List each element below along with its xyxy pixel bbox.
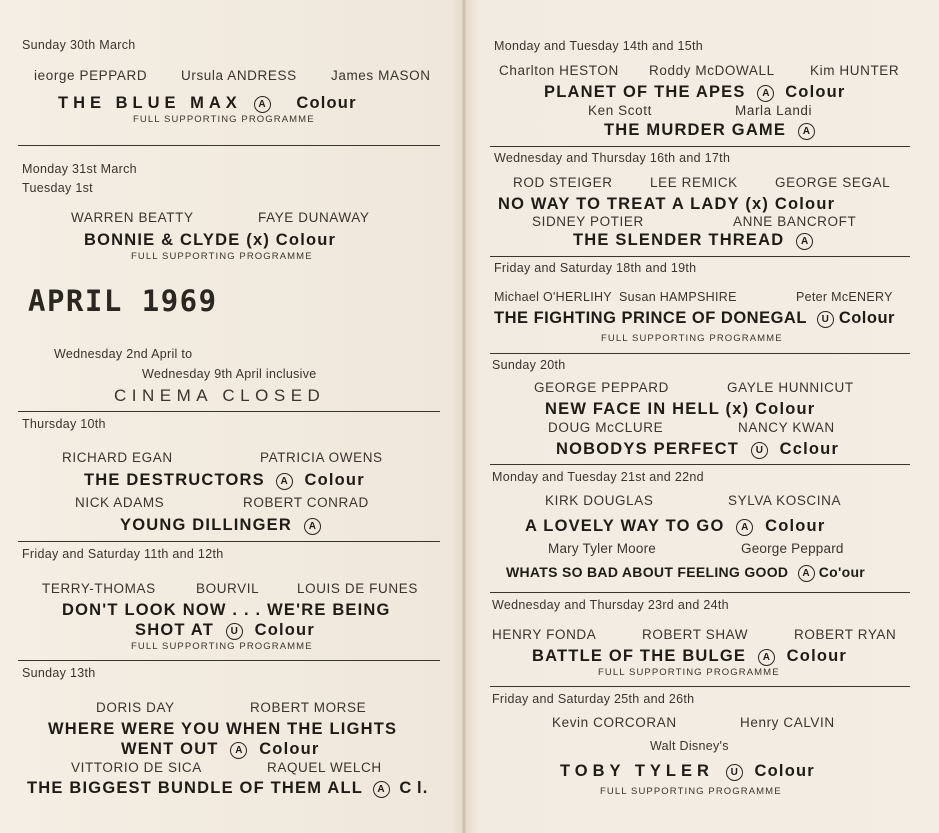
film-title: BONNIE & CLYDE (x) Colour (84, 231, 337, 249)
cast-name: Peter McENERY (796, 290, 893, 304)
cast-name: KIRK DOUGLAS (545, 493, 654, 508)
film-title-text: THE BIGGEST BUNDLE OF THEM ALL (27, 779, 363, 797)
film-title-text: THE DESTRUCTORS (84, 471, 265, 489)
film-title (544, 84, 846, 102)
film-title (532, 648, 847, 666)
supporting-programme: FULL SUPPORTING PROGRAMME (131, 641, 313, 652)
supporting-programme: FULL SUPPORTING PROGRAMME (600, 786, 782, 797)
cast-name: Henry CALVIN (740, 715, 835, 730)
film-title-text: NOBODYS PERFECT (556, 440, 740, 458)
show-date: Wednesday and Thursday 23rd and 24th (492, 598, 729, 612)
show-date: Friday and Saturday 11th and 12th (22, 547, 224, 561)
cast-name: Kevin CORCORAN (552, 715, 677, 730)
cast-name: ANNE BANCROFT (733, 214, 857, 229)
supporting-programme: FULL SUPPORTING PROGRAMME (133, 114, 315, 125)
divider (18, 411, 440, 412)
colour-label: Colour (838, 309, 895, 327)
cast-name: Kim HUNTER (810, 63, 900, 78)
cast-name: DORIS DAY (96, 700, 175, 715)
cast-name: WARREN BEATTY (71, 210, 194, 225)
cast-name: ieorge PEPPARD (34, 68, 148, 83)
film-title-text: THE SLENDER THREAD (573, 231, 785, 249)
cast-name: NICK ADAMS (75, 495, 165, 510)
supporting-programme: FULL SUPPORTING PROGRAMME (131, 251, 313, 262)
colour-label: Colour (304, 471, 365, 489)
rating-badge: A (276, 473, 293, 490)
cast-name: Michael O'HERLIHY (494, 290, 612, 304)
show-date: Wednesday and Thursday 16th and 17th (494, 151, 731, 165)
cast-name: RICHARD EGAN (62, 450, 173, 465)
divider (490, 686, 910, 687)
divider (490, 464, 910, 465)
rating-badge: U (226, 623, 243, 640)
film-title-text: THE FIGHTING PRINCE OF DONEGAL (494, 309, 807, 327)
film-title-text: THE BLUE MAX (58, 94, 242, 112)
divider (490, 353, 910, 354)
film-title-text: THE MURDER GAME (604, 121, 787, 139)
film-title-text: WENT OUT (121, 740, 219, 758)
cast-name: BOURVIL (196, 581, 260, 596)
cast-name: James MASON (331, 68, 431, 83)
divider (490, 592, 910, 593)
left-page (0, 0, 460, 833)
rating-badge: A (230, 742, 247, 759)
cast-name: George Peppard (741, 541, 844, 556)
cast-name: ROBERT CONRAD (243, 495, 369, 510)
cast-name: Charlton HESTON (499, 63, 619, 78)
cast-name: SYLVA KOSCINA (728, 493, 842, 508)
colour-label: Colour (296, 94, 357, 112)
divider (18, 145, 440, 146)
film-title-text: SHOT AT (135, 621, 214, 639)
rating-badge: A (304, 518, 321, 535)
rating-badge: A (798, 123, 815, 140)
cast-name: LOUIS DE FUNES (297, 581, 418, 596)
film-title (506, 565, 865, 582)
rating-badge: A (796, 233, 813, 250)
cast-name: ROBERT SHAW (642, 627, 749, 642)
rating-badge: A (758, 649, 775, 666)
film-title-text: A LOVELY WAY TO GO (525, 517, 725, 535)
closure-line: Wednesday 9th April inclusive (142, 367, 317, 381)
film-title-text: WHATS SO BAD ABOUT FEELING GOOD (506, 564, 789, 580)
colour-label: Colour (765, 517, 826, 535)
cast-name: RAQUEL WELCH (267, 760, 382, 775)
month-heading: APRIL 1969 (28, 284, 218, 318)
cast-name: GEORGE PEPPARD (534, 380, 669, 395)
right-page (470, 0, 939, 833)
colour-label: Colour (786, 647, 848, 665)
colour-label: Colour (254, 621, 315, 639)
divider (490, 256, 910, 257)
cast-name: ROBERT MORSE (250, 700, 367, 715)
show-date: Sunday 20th (492, 358, 566, 372)
cast-name: Ken Scott (588, 103, 652, 118)
presenter-credit: Walt Disney's (650, 739, 729, 753)
cast-name: Mary Tyler Moore (548, 541, 656, 556)
film-title (560, 763, 815, 781)
film-title: NEW FACE IN HELL (x) Colour (545, 400, 816, 418)
film-title (27, 780, 429, 798)
film-title-text: TOBY TYLER (560, 762, 714, 780)
colour-label: Colour (785, 83, 846, 101)
rating-badge: U (726, 764, 743, 781)
colour-label: C l. (399, 779, 429, 797)
film-title-text: PLANET OF THE APES (544, 83, 746, 101)
rating-badge: A (254, 96, 271, 113)
closure-line: Wednesday 2nd April to (54, 347, 193, 361)
film-title (84, 472, 365, 490)
cast-name: ROD STEIGER (513, 175, 613, 190)
divider (490, 146, 910, 147)
cast-name: Ursula ANDRESS (181, 68, 297, 83)
film-title (604, 122, 815, 140)
rating-badge: U (817, 311, 834, 328)
film-title-text: BATTLE OF THE BULGE (532, 647, 747, 665)
film-title (573, 232, 813, 250)
page-fold (462, 0, 466, 833)
rating-badge: A (798, 565, 815, 582)
colour-label: Cclour (779, 440, 840, 458)
show-date: Monday and Tuesday 21st and 22nd (492, 470, 704, 484)
film-title (494, 310, 895, 328)
supporting-programme: FULL SUPPORTING PROGRAMME (598, 667, 780, 678)
rating-badge: A (757, 85, 774, 102)
divider (18, 541, 440, 542)
film-title: DON'T LOOK NOW . . . WE'RE BEING (62, 601, 391, 619)
film-title: WHERE WERE YOU WHEN THE LIGHTS (48, 720, 398, 738)
divider (18, 660, 440, 661)
film-title: NO WAY TO TREAT A LADY (x) Colour (498, 195, 836, 213)
cast-name: LEE REMICK (650, 175, 738, 190)
rating-badge: A (736, 519, 753, 536)
film-title-text: YOUNG DILLINGER (120, 516, 293, 534)
film-title (525, 518, 825, 536)
cast-name: VITTORIO DE SICA (71, 760, 202, 775)
cast-name: FAYE DUNAWAY (258, 210, 370, 225)
cast-name: SIDNEY POTIER (532, 214, 644, 229)
cast-name: TERRY-THOMAS (42, 581, 156, 596)
show-date: Monday and Tuesday 14th and 15th (494, 39, 704, 53)
show-date: Sunday 13th (22, 666, 96, 680)
cast-name: Susan HAMPSHIRE (619, 290, 737, 304)
film-title (121, 741, 320, 759)
cinema-closed-notice: CINEMA CLOSED (114, 386, 326, 405)
cast-name: PATRICIA OWENS (260, 450, 383, 465)
cast-name: NANCY KWAN (738, 420, 835, 435)
film-title (120, 517, 321, 535)
colour-label: Co'our (818, 564, 866, 580)
show-date: Thursday 10th (22, 417, 106, 431)
show-date: Monday 31st March (22, 162, 137, 176)
colour-label: Colour (754, 762, 815, 780)
rating-badge: U (751, 442, 768, 459)
colour-label: Colour (259, 740, 320, 758)
cast-name: Roddy McDOWALL (649, 63, 775, 78)
supporting-programme: FULL SUPPORTING PROGRAMME (601, 333, 783, 344)
show-date: Tuesday 1st (22, 181, 93, 195)
cast-name: DOUG McCLURE (548, 420, 664, 435)
rating-badge: A (373, 781, 390, 798)
film-title (135, 622, 315, 640)
show-date: Friday and Saturday 18th and 19th (494, 261, 697, 275)
show-date: Friday and Saturday 25th and 26th (492, 692, 695, 706)
cast-name: GAYLE HUNNICUT (727, 380, 854, 395)
cast-name: GEORGE SEGAL (775, 175, 891, 190)
film-title (556, 441, 839, 459)
cast-name: HENRY FONDA (492, 627, 597, 642)
cast-name: Marla Landi (735, 103, 813, 118)
show-date: Sunday 30th March (22, 38, 136, 52)
film-title (58, 95, 357, 113)
cast-name: ROBERT RYAN (794, 627, 897, 642)
